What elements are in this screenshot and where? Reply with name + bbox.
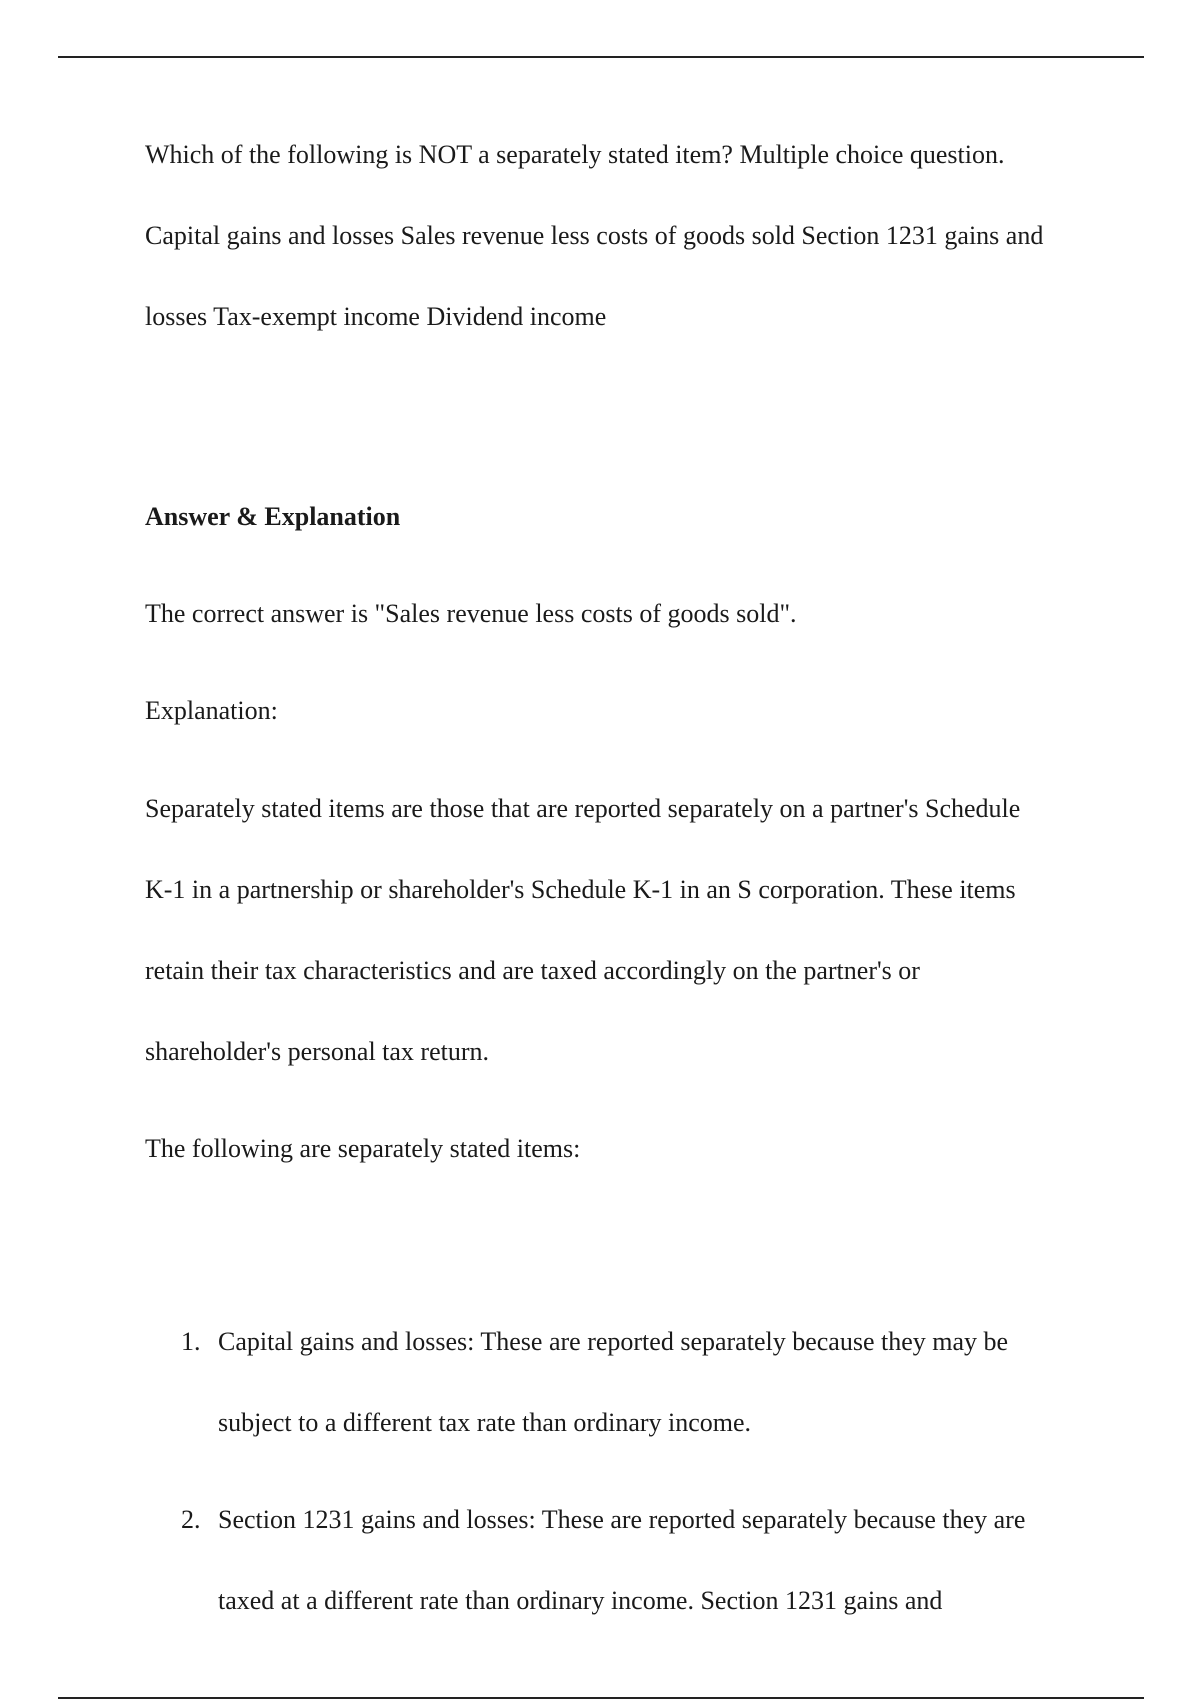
question-text: Which of the following is NOT a separately stated item? Multiple choice question. Capital gains and losses Sales revenue less costs of goods sold Section 1231 gains and losses Tax-exempt income Dividend income [145,140,1044,331]
list-item-number: 1. [181,1327,201,1356]
bottom-rule [58,1697,1144,1699]
separately-stated-items-list [145,1327,1060,1703]
list-item-text: Capital gains and losses: These are reported separately because they may be subject to a different tax rate than ordinary income. [218,1327,1009,1437]
list-item [145,1479,1060,1641]
list-intro: The following are separately stated items: [145,1134,581,1163]
answer-heading: Answer & Explanation [145,502,401,531]
correct-answer-text: The correct answer is "Sales revenue less costs of goods sold". [145,599,797,628]
explanation-body: Separately stated items are those that are reported separately on a partner's Schedule K-1 in a partnership or shareholder's Schedule K-1 in an S corporation. These items retain their tax characteristics and are taxed accordingly on the partner's or shareholder's personal tax return. [145,794,1021,1066]
list-item-number: 2. [181,1505,201,1534]
list-item [145,1301,1060,1463]
document-content [145,138,1060,1615]
list-item-text: Section 1231 gains and losses: These are reported separately because they are taxed at a different rate than ordinary income. Section 1231 gains and [218,1505,1026,1615]
explanation-label: Explanation: [145,696,278,725]
top-rule [58,56,1144,58]
